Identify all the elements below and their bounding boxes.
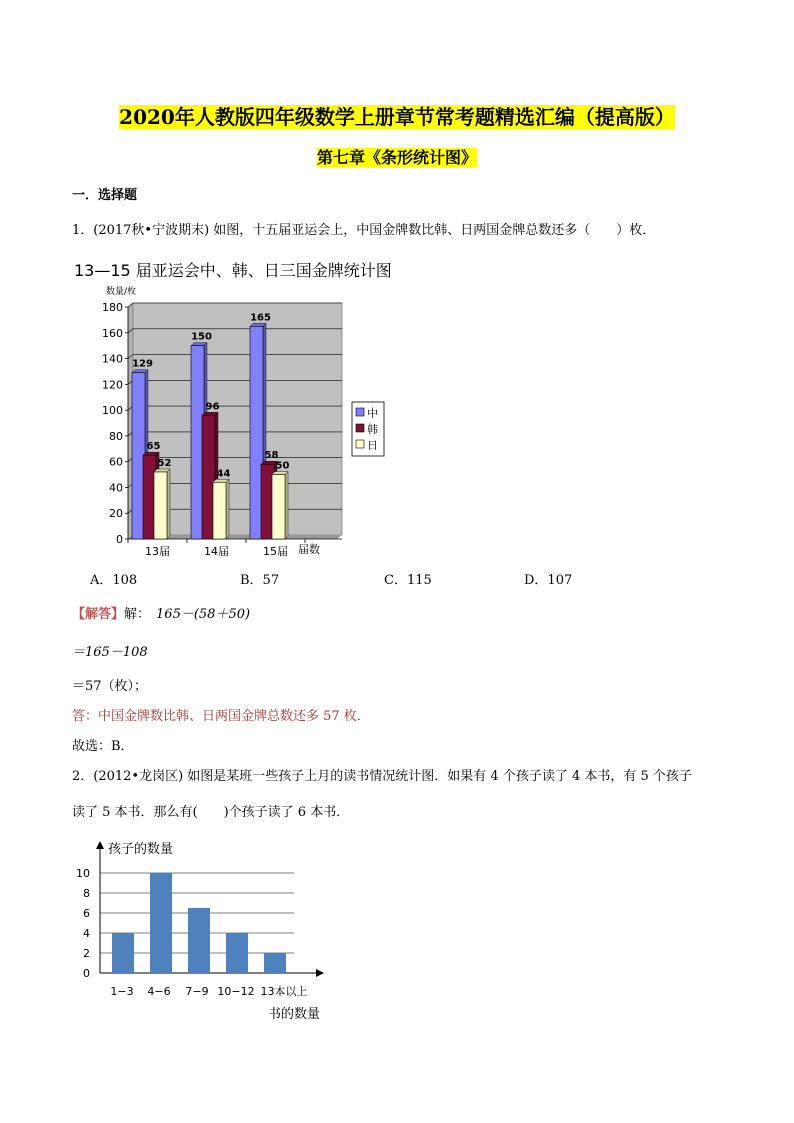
q1-stem: 1．(2017秋•宁波期末) 如图，十五届亚运会上，中国金牌数比韩、日两国金牌总数还多（ ）枚． bbox=[72, 223, 656, 238]
chart1-bar-top bbox=[132, 370, 148, 373]
chart1-bar-side bbox=[226, 479, 229, 539]
chart1-category-label: 15届 bbox=[263, 545, 288, 558]
chart1-legend-swatch bbox=[356, 440, 364, 448]
chart2-xlabel: 书的数量 bbox=[268, 1007, 321, 1022]
chart1-xlabel: 届数 bbox=[298, 543, 320, 556]
chart2-bar bbox=[264, 953, 286, 973]
chart2-bar bbox=[150, 873, 172, 973]
chart2-y-arrow bbox=[96, 841, 104, 849]
medal-bar-chart bbox=[72, 255, 412, 560]
answer-step3: ＝57（枚）； bbox=[72, 679, 148, 694]
chart1-ytick-label: 120 bbox=[102, 378, 123, 392]
chart2-bar bbox=[112, 933, 134, 973]
chart1-data-label: 58 bbox=[264, 450, 279, 462]
chart2-x-arrow bbox=[316, 969, 324, 977]
chart2-ytick-label: 0 bbox=[83, 967, 90, 980]
chart2-bar bbox=[188, 908, 210, 973]
chart2-ylabel: 孩子的数量 bbox=[108, 842, 174, 857]
q1-option-a[interactable]: A．108 bbox=[90, 573, 138, 588]
section-heading: 一．选择题 bbox=[72, 188, 138, 203]
chart1-legend-label: 韩 bbox=[367, 423, 378, 436]
title-text: 年人教版四年级数学上册章节常考题精选汇编（提高版） bbox=[174, 105, 675, 129]
q1-option-c[interactable]: C．115 bbox=[384, 573, 432, 588]
answer-step2: ＝165－108 bbox=[72, 645, 148, 660]
chart1-ytick-label: 40 bbox=[109, 481, 123, 495]
chart1-ytick-label: 160 bbox=[102, 326, 123, 340]
chart1-ytick-label: 80 bbox=[109, 429, 123, 443]
chart1-ytick-label: 20 bbox=[109, 507, 123, 521]
answer-step1: 165－(58＋50) bbox=[156, 607, 251, 622]
q2-stem-line1: 2．(2012•龙岗区) 如图是某班一些孩子上月的读书情况统计图．如果有 4 个孩子读了 4 本书，有 5 个孩子 bbox=[72, 769, 692, 784]
chart1-bar-side bbox=[167, 469, 170, 539]
answer-tag: 【解答】 bbox=[72, 607, 125, 622]
chart1-bar-top bbox=[143, 452, 159, 455]
chart1-data-label: 165 bbox=[250, 312, 271, 324]
q2-stem-line2: 读了 5 本书．那么有( )个孩子读了 6 本书． bbox=[72, 805, 350, 820]
title-year: 2020 bbox=[119, 105, 175, 129]
reading-bar-chart bbox=[72, 835, 342, 1030]
q1-option-b[interactable]: B．57 bbox=[240, 573, 280, 588]
chart1-bar-top bbox=[213, 479, 229, 482]
answer-choice: 故选：B． bbox=[72, 739, 134, 754]
chart2-ytick-label: 8 bbox=[83, 887, 90, 900]
chart1-ytick-label: 60 bbox=[109, 455, 123, 469]
chart1-bar-top bbox=[250, 323, 266, 326]
chapter-subtitle bbox=[0, 147, 794, 169]
chart1-ylabel: 数量/枚 bbox=[106, 287, 137, 297]
answer-conclusion: 答：中国金牌数比韩、日两国金牌总数还多 57 枚． bbox=[72, 709, 370, 724]
q1-answer-line bbox=[72, 606, 250, 624]
chart1-data-label: 65 bbox=[146, 441, 161, 453]
chart1-bar-top bbox=[272, 472, 288, 475]
chart1-data-label: 50 bbox=[275, 460, 290, 472]
chapter-title: 第七章《条形统计图》 bbox=[316, 148, 477, 167]
chart2-category-label: 7−9 bbox=[185, 985, 209, 998]
chart1-category-label: 13届 bbox=[145, 545, 170, 558]
chart1-data-label: 52 bbox=[157, 457, 172, 469]
chart1-bar bbox=[154, 472, 167, 539]
chart1-ytick-label: 100 bbox=[102, 404, 123, 418]
chart1-data-label: 150 bbox=[191, 331, 212, 343]
q1-option-d[interactable]: D．107 bbox=[524, 573, 573, 588]
page-title bbox=[0, 103, 794, 131]
chart1-bar bbox=[272, 475, 285, 539]
chart1-ytick-label: 140 bbox=[102, 352, 123, 366]
chart2-ytick-label: 10 bbox=[76, 867, 90, 880]
chart2-ytick-label: 4 bbox=[83, 927, 90, 940]
chart1-ytick-label: 0 bbox=[116, 533, 123, 546]
chart2-ytick-label: 6 bbox=[83, 907, 90, 920]
chart2-category-label: 10−12 bbox=[217, 985, 255, 998]
chart1-data-label: 96 bbox=[205, 401, 220, 413]
chart2-bar bbox=[226, 933, 248, 973]
chart1-legend-swatch bbox=[356, 408, 364, 416]
chart1-plot bbox=[102, 301, 342, 558]
chart1-bar-top bbox=[191, 343, 207, 346]
chart1-legend bbox=[352, 402, 384, 456]
chart1-ytick-label: 180 bbox=[102, 301, 123, 314]
chart2-category-label: 4−6 bbox=[147, 985, 171, 998]
chart1-bar bbox=[213, 482, 226, 539]
chart2-category-label: 1−3 bbox=[110, 985, 134, 998]
chart1-legend-swatch bbox=[356, 424, 364, 432]
chart1-data-label: 129 bbox=[132, 358, 153, 370]
answer-lead: 解： bbox=[124, 607, 151, 622]
chart1-bar-top bbox=[202, 412, 218, 415]
chart1-legend-label: 日 bbox=[367, 439, 378, 452]
chart1-category-label: 14届 bbox=[204, 545, 229, 558]
chart2-plot bbox=[76, 841, 324, 998]
chart1-title: 13—15 届亚运会中、韩、日三国金牌统计图 bbox=[74, 261, 392, 280]
chart1-data-label: 44 bbox=[216, 468, 231, 480]
chart2-ytick-label: 2 bbox=[83, 947, 90, 960]
chart1-legend-label: 中 bbox=[367, 407, 378, 420]
chart1-bar-side bbox=[285, 472, 288, 539]
chart1-bar-top bbox=[154, 469, 170, 472]
chart2-category-label: 13本以上 bbox=[260, 985, 308, 998]
